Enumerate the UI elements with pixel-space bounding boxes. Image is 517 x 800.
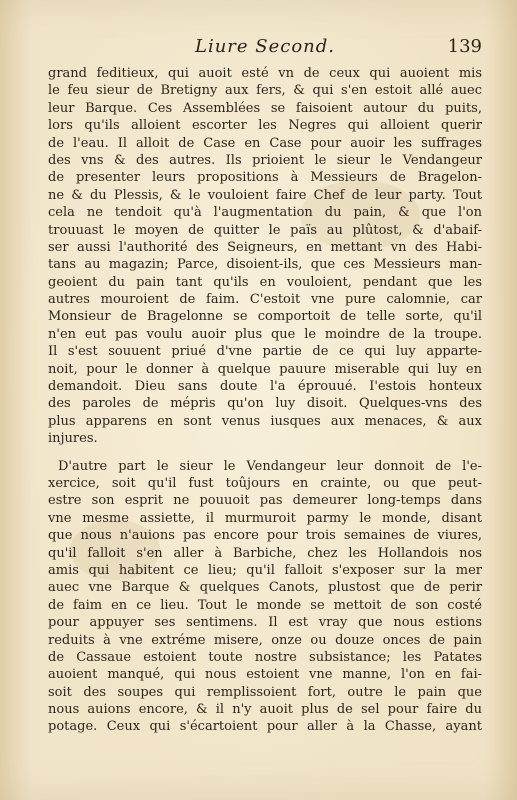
text-line: le feu sieur de Bretigny aux fers, & qui s'en estoit allé auec <box>48 83 482 99</box>
page-number: 139 <box>447 36 482 57</box>
text-line: potage. Ceux qui s'écartoient pour aller à la Chasse, ayant <box>48 719 482 735</box>
text-line: trouuast le moyen de quitter le païs au plûtost, & d'abaif- <box>48 222 482 238</box>
text-line: tans au magazin; Parce, disoient-ils, que ces Messieurs man- <box>48 257 482 273</box>
text-line: des vns & des autres. Ils prioient le sieur le Vendangeur <box>48 152 482 168</box>
text-line: de l'eau. Il alloit de Case en Case pour auoir les suffrages <box>48 135 482 151</box>
text-line: n'en eut pas voulu auoir plus que le moindre de la troupe. <box>48 326 482 342</box>
paragraph-gap <box>48 448 482 458</box>
text-line: vne mesme assiette, il murmuroit parmy le monde, disant <box>48 510 482 526</box>
text-line: ser aussi l'authorité des Seigneurs, en mettant vn des Habi- <box>48 239 482 255</box>
text-line: autres mouroient de faim. C'estoit vne pure calomnie, car <box>48 292 482 308</box>
text-line: qu'il falloit s'en aller à Barbiche, chez les Hollandois nos <box>48 545 482 561</box>
text-line: injures. <box>48 431 98 447</box>
text-line: leur Barque. Ces Assemblées se faisoient autour du puits, <box>48 100 482 116</box>
text-line: de Cassaue estoient toute nostre subsistance; les Patates <box>48 649 482 665</box>
text-line: plus apparens en sont venus iusques aux menaces, & aux <box>48 413 482 429</box>
text-line: Monsieur de Bragelonne se comportoit de telle sorte, qu'il <box>48 309 482 325</box>
text-line: des paroles de mépris qu'on luy disoit. Quelques-vns des <box>48 396 482 412</box>
text-line: nous auions encore, & il n'y auoit plus de sel pour faire du <box>48 702 482 718</box>
body-text <box>48 65 482 736</box>
text-line: lors qu'ils alloient escorter les Negres qui alloient querir <box>48 118 482 134</box>
page-header <box>48 34 482 62</box>
text-line: amis qui habitent ce lieu; qu'il falloit s'exposer sur la mer <box>48 562 482 578</box>
text-line: demandoit. Dieu sans doute l'a éprouué. I'estois honteux <box>48 379 482 395</box>
text-line: noit, pour le donner à quelque pauure miserable qui luy en <box>48 361 482 377</box>
text-line: soit des soupes qui remplissoient fort, outre le pain que <box>48 684 482 700</box>
text-line: ne & du Plessis, & le vouloient faire Chef de leur party. Tout <box>48 187 482 203</box>
text-line: Il s'est souuent priué d'vne partie de ce qui luy apparte- <box>48 344 482 360</box>
text-line: de presenter leurs propositions à Messieurs de Bragelon- <box>48 170 482 186</box>
text-line: pour appuyer ses sentimens. Il est vray que nous estions <box>48 615 482 631</box>
paragraph-1 <box>48 65 482 448</box>
text-line: xercice, soit qu'il fust toûjours en crainte, ou que peut- <box>48 475 482 491</box>
paragraph-2 <box>48 458 482 736</box>
running-title: Liure Second. <box>194 36 336 57</box>
text-line: cela ne tendoit qu'à l'augmentation du pain, & que l'on <box>48 205 482 221</box>
text-line: estre son esprit ne pouuoit pas demeurer long-temps dans <box>48 493 482 509</box>
text-line: D'autre part le sieur le Vendangeur leur donnoit de l'e- <box>58 458 482 474</box>
text-line: auoient manqué, qui nous estoient vne manne, l'on en fai- <box>48 667 482 683</box>
text-line: auec vne Barque & quelques Canots, plustost que de perir <box>48 580 482 596</box>
text-line: geoient du pain tant qu'ils en vouloient, pendant que les <box>48 274 482 290</box>
text-line: reduits à vne extréme misere, onze ou douze onces de pain <box>48 632 482 648</box>
text-line: que nous n'auions pas encore pour trois semaines de viures, <box>48 528 482 544</box>
text-line: de faim en ce lieu. Tout le monde se mettoit de son costé <box>48 597 482 613</box>
text-line: grand feditieux, qui auoit esté vn de ceux qui auoient mis <box>48 66 482 81</box>
